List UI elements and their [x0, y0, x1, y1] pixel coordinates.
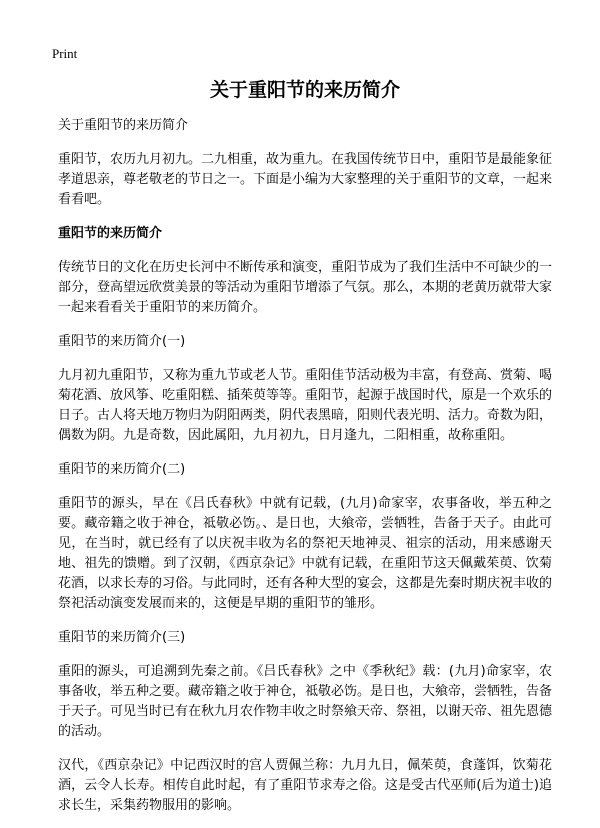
- part1-heading: 重阳节的来历简介(一): [58, 334, 186, 349]
- part1-paragraph: 九月初九重阳节，又称为重九节或老人节。重阳佳节活动极为丰富，有登高、赏菊、喝菊花酒、放风筝、吃重阳糕、插茱萸等等。重阳节，起源于战国时代，原是一个欢乐的日子。古人将天地万物归为阴阳两类，阴代表黑暗，阳则代表光明、活力。奇数为阳，偶数为阴。九是奇数，因此属阳，九月初九，日月逢九，二阳相重，故称重阳。: [58, 368, 553, 443]
- article-subtitle: 关于重阳节的来历简介: [58, 118, 189, 133]
- print-link[interactable]: Print: [52, 46, 78, 61]
- section-heading: 重阳节的来历简介: [58, 226, 163, 241]
- part2-heading: 重阳节的来历简介(二): [58, 462, 186, 477]
- part2-paragraph: 重阳节的源头，早在《吕氏春秋》中就有记载，(九月)命家宰，农事备收，举五种之要。藏帝籍之收于神仓，祗敬必饬。、是日也，大飨帝，尝牺牲，告备于天子。由此可见，在当时，就已经有了以庆祝丰收为名的祭祀天地神灵、祖宗的活动，用来感谢天地、祖先的馈赠。到了汉朝，《西京杂记》中就有记载，在重阳节这天佩戴茱萸、饮菊花酒，以求长寿的习俗。与此同时，还有各种大型的宴会，这都是先秦时期庆祝丰收的祭祀活动演变发展而来的，这便是早期的重阳节的雏形。: [58, 496, 553, 611]
- page-title: 关于重阳节的来历简介: [209, 79, 400, 101]
- article: [58, 78, 552, 816]
- section-paragraph: 传统节日的文化在历史长河中不断传承和演变，重阳节成为了我们生活中不可缺少的一部分，登高望远欣赏美景的等活动为重阳节增添了气氛。那么，本期的老黄历就带大家一起来看看关于重阳节的来历简介。: [58, 260, 553, 315]
- intro-paragraph: 重阳节，农历九月初九。二九相重，故为重九。在我国传统节日中，重阳节是最能象征孝道思亲，尊老敬老的节日之一。下面是小编为大家整理的关于重阳节的文章，一起来看看吧。: [58, 152, 553, 207]
- part3-paragraph-2: 汉代，《西京杂记》中记西汉时的宫人贾佩兰称：九月九日，佩茱萸，食蓬饵，饮菊花酒，云令人长寿。相传自此时起，有了重阳节求寿之俗。这是受古代巫师(后为道士)追求长生，采集药物服用的影响。: [58, 758, 552, 813]
- part3-paragraph-1: 重阳的源头，可追溯到先秦之前。《吕氏春秋》之中《季秋纪》载：(九月)命家宰，农事备收，举五种之要。藏帝籍之收于神仓，祗敬必饬。是日也，大飨帝，尝牺牲，告备于天子。可见当时已有在秋九月农作物丰收之时祭飨天帝、祭祖，以谢天帝、祖先恩德的活动。: [58, 664, 553, 739]
- part3-heading: 重阳节的来历简介(三): [58, 630, 186, 645]
